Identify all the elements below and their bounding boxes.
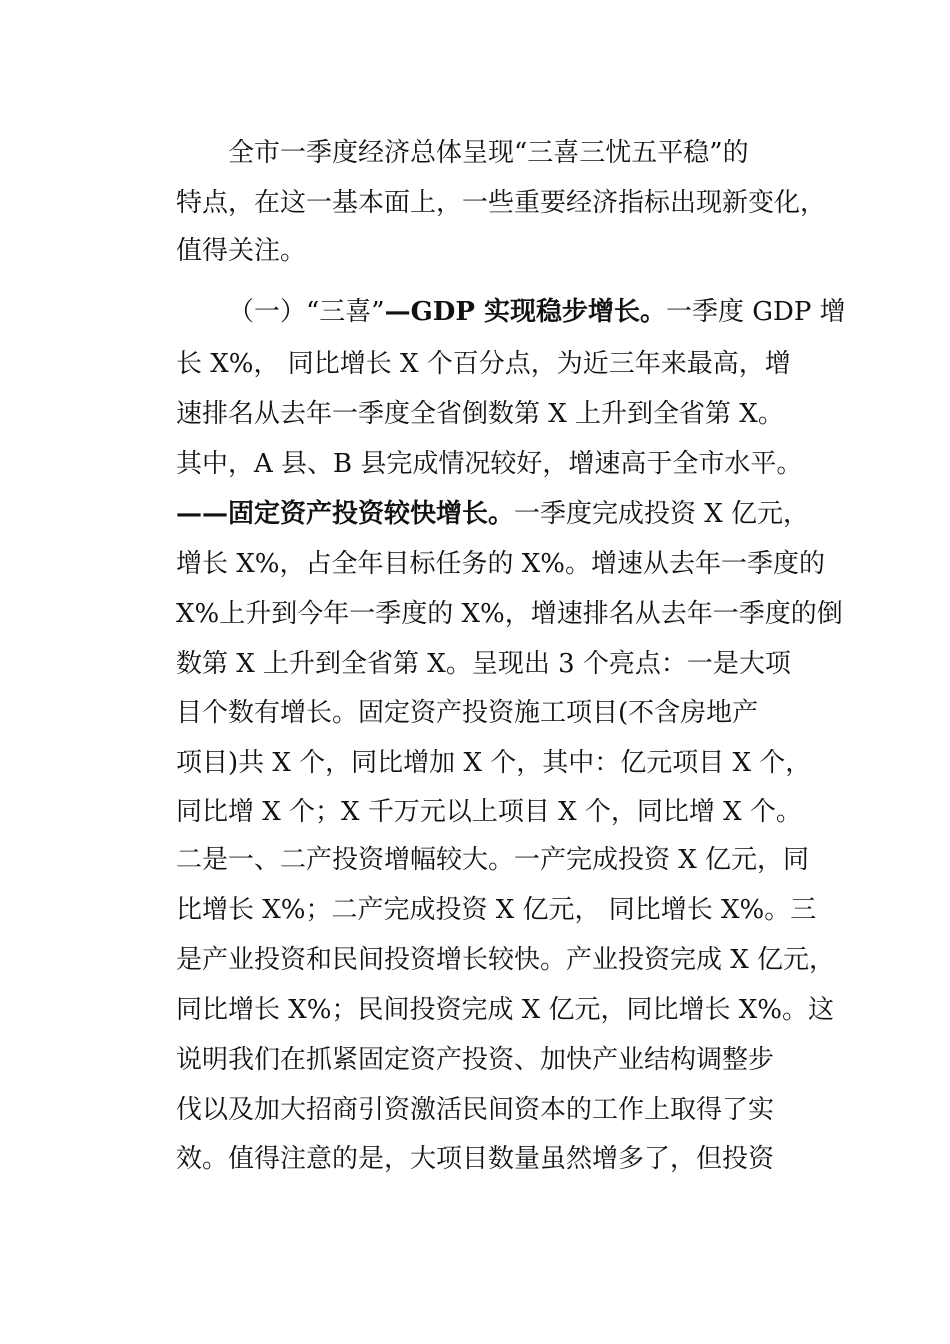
paragraph-2-line-15: 同比增长 X%；民间投资完成 X 亿元，同比增长 X%。这: [176, 995, 834, 1025]
paragraph-2-line-7: X%上升到今年一季度的 X%，增速排名从去年一季度的倒: [176, 599, 843, 629]
paragraph-2-line-10: 项目)共 X 个，同比增加 X 个，其中：亿元项目 X 个，: [176, 748, 812, 778]
paragraph-2-line-18: 效。值得注意的是，大项目数量虽然增多了，但投资: [176, 1144, 775, 1174]
investment-text: 一季度完成投资 X 亿元，: [514, 499, 810, 529]
paragraph-2-line-1: [228, 292, 846, 332]
paragraph-2-line-17: 伐以及加大招商引资激活民间资本的工作上取得了实: [176, 1095, 775, 1125]
paragraph-2-line-3: 速排名从去年一季度全省倒数第 X 上升到全省第 X。: [176, 399, 784, 429]
investment-heading: ——固定资产投资较快增长。: [176, 499, 515, 529]
paragraph-2-line-5: [176, 494, 809, 534]
paragraph-2-line-14: 是产业投资和民间投资增长较快。产业投资完成 X 亿元，: [176, 945, 836, 975]
paragraph-2-line-8: 数第 X 上升到全省第 X。呈现出 3 个亮点：一是大项: [176, 649, 791, 679]
paragraph-1-line-2: 特点，在这一基本面上，一些重要经济指标出现新变化，: [176, 188, 827, 218]
section-marker: （一）“三喜”: [228, 297, 385, 327]
gdp-heading: —GDP 实现稳步增长。: [384, 297, 666, 327]
paragraph-2-line-6: 增长 X%，占全年目标任务的 X%。增速从去年一季度的: [176, 549, 825, 579]
paragraph-2-line-13: 比增长 X%；二产完成投资 X 亿元， 同比增长 X%。三: [176, 895, 817, 925]
gdp-text: 一季度 GDP 增: [665, 297, 846, 327]
paragraph-2-line-11: 同比增 X 个；X 千万元以上项目 X 个，同比增 X 个。: [176, 797, 802, 827]
paragraph-2-line-4: 其中，A 县、B 县完成情况较好，增速高于全市水平。: [176, 449, 803, 479]
paragraph-1-line-3: 值得关注。: [176, 236, 307, 266]
paragraph-2-line-12: 二是一、二产投资增幅较大。一产完成投资 X 亿元，同: [176, 845, 810, 875]
paragraph-2-line-9: 目个数有增长。固定资产投资施工项目(不含房地产: [176, 698, 759, 728]
paragraph-2-line-16: 说明我们在抓紧固定资产投资、加快产业结构调整步: [176, 1045, 775, 1075]
paragraph-1-line-1: 全市一季度经济总体呈现“三喜三忧五平稳”的: [228, 138, 749, 168]
paragraph-2-line-2: 长 X%， 同比增长 X 个百分点，为近三年来最高，增: [176, 349, 791, 379]
